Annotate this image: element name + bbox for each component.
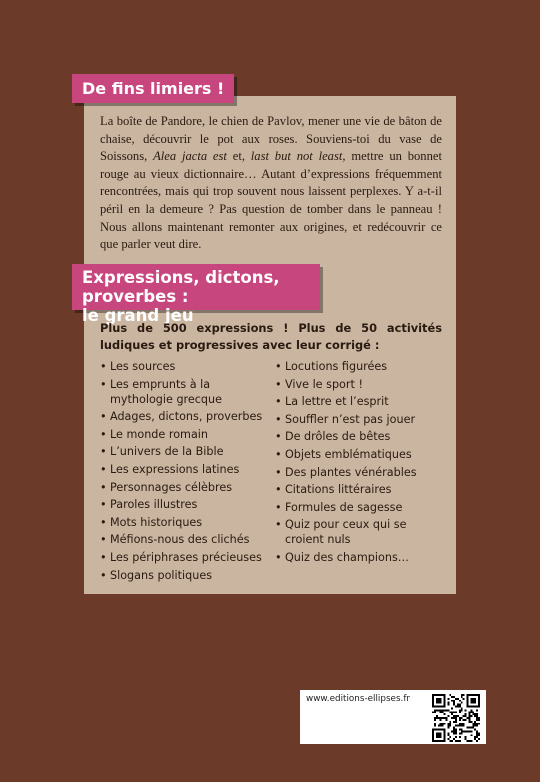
- list-item: • Objets emblématiques: [275, 447, 445, 462]
- heading-line-2: le grand jeu: [82, 306, 194, 325]
- list-item: • Personnages célèbres: [100, 480, 270, 495]
- list-item: • Les sources: [100, 359, 270, 374]
- list-item: • Mots historiques: [100, 515, 270, 530]
- publisher-url[interactable]: www.editions-ellipses.fr: [306, 694, 411, 704]
- lead-paragraph: Plus de 500 expressions ! Plus de 50 activités ludiques et progressives avec leur corrigé :: [100, 321, 442, 352]
- chapter-list-left: [100, 359, 270, 585]
- list-item: • Citations littéraires: [275, 482, 445, 497]
- qr-code-icon: [432, 694, 480, 742]
- section-heading-grand-jeu: [72, 264, 320, 325]
- list-item: • Méfions-nous des clichés: [100, 532, 270, 547]
- list-item: • Des plantes vénérables: [275, 465, 445, 480]
- list-item: • Les périphrases précieuses: [100, 550, 270, 565]
- list-item: • Formules de sagesse: [275, 500, 445, 515]
- list-item: • Adages, dictons, proverbes: [100, 409, 270, 424]
- list-item: • Paroles illustres: [100, 497, 270, 512]
- section-heading-fins-limiers: De fins limiers !: [72, 74, 234, 103]
- list-item: • Quiz des champions…: [275, 550, 445, 565]
- list-item: • Slogans politiques: [100, 568, 270, 583]
- list-item: • La lettre et l’esprit: [275, 394, 445, 409]
- list-item: • Locutions figurées: [275, 359, 445, 374]
- list-item: • Les expressions latines: [100, 462, 270, 477]
- list-item: • Souffler n’est pas jouer: [275, 412, 445, 427]
- intro-paragraph: La boîte de Pandore, le chien de Pavlov, mener une vie de bâton de chaise, découvrir le pot aux roses. Souviens-toi du vase de Soissons, Alea jacta est et, last but not least, mettre un bonnet rouge au vieux dictionnaire… Autant d’expressions fréquemment rencontrées, mais qui trop souvent nous laissent perplexes. Y a-t-il péril en la demeure ? Pas question de tomber dans le panneau ! Nous allons maintenant remonter aux origines, et redécouvrir ce que parler veut dire.: [100, 114, 442, 252]
- heading-line-1: Expressions, dictons, proverbes :: [82, 268, 280, 306]
- list-item: • De drôles de bêtes: [275, 429, 445, 444]
- list-item: • Quiz pour ceux qui se croient nuls: [275, 517, 445, 547]
- list-item: • Le monde romain: [100, 427, 270, 442]
- chapter-list-right: [275, 359, 445, 568]
- list-item: • Vive le sport !: [275, 377, 445, 392]
- list-item: • Les emprunts à la mythologie grecque: [100, 377, 270, 407]
- list-item: • L’univers de la Bible: [100, 444, 270, 459]
